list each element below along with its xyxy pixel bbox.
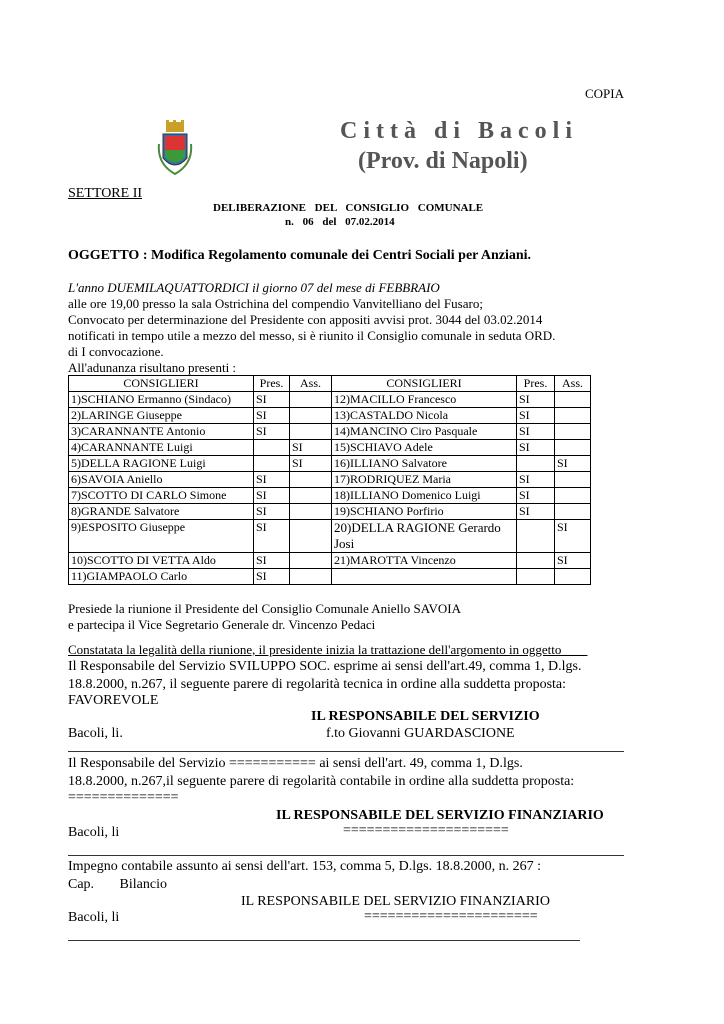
intro-line-5: di I convocazione. <box>68 344 164 359</box>
present-mark-2: SI <box>517 504 555 520</box>
absent-mark-2: SI <box>555 520 591 553</box>
councillor-name: 3)CARANNANTE Antonio <box>69 424 254 440</box>
councillor-name-2 <box>332 569 517 585</box>
absent-mark <box>290 569 332 585</box>
presiding-line-1: Presiede la riunione il Presidente del Consiglio Comunale Aniello SAVOIA <box>68 601 461 616</box>
present-mark: SI <box>254 424 290 440</box>
absent-mark <box>290 488 332 504</box>
present-mark-2: SI <box>517 472 555 488</box>
councillor-name: 7)SCOTTO DI CARLO Simone <box>69 488 254 504</box>
accounting-signature: ===================== <box>343 823 509 838</box>
councillor-name: 1)SCHIANO Ermanno (Sindaco) <box>69 392 254 408</box>
present-mark-2: SI <box>517 440 555 456</box>
councillor-name: 10)SCOTTO DI VETTA Aldo <box>69 553 254 569</box>
councillor-name-2: 20)DELLA RAGIONE Gerardo Josi <box>332 520 517 553</box>
table-row <box>69 456 591 472</box>
councillor-name-2: 13)CASTALDO Nicola <box>332 408 517 424</box>
commitment-place-date: Bacoli, li <box>68 910 120 925</box>
absent-mark-2 <box>555 392 591 408</box>
legality-statement: Constatata la legalità della riunione, il presidente inizia la trattazione dell'argomento in oggetto____ <box>68 642 588 657</box>
accounting-place-date: Bacoli, li <box>68 825 120 840</box>
councillors-table <box>68 375 591 585</box>
present-mark: SI <box>254 569 290 585</box>
table-row <box>69 520 591 553</box>
col-header-councillors: CONSIGLIERI <box>69 376 254 392</box>
table-row <box>69 472 591 488</box>
commitment-line-2: Cap. Bilancio <box>68 877 167 892</box>
table-header-row <box>69 376 591 392</box>
city-crest-logo <box>157 120 193 176</box>
absent-mark <box>290 472 332 488</box>
presiding-line-2: e partecipa il Vice Segretario Generale dr. Vincenzo Pedaci <box>68 617 376 632</box>
col-header-present-2: Pres. <box>517 376 555 392</box>
department-label: SETTORE II <box>68 186 143 201</box>
councillor-name-2: 16)ILLIANO Salvatore <box>332 456 517 472</box>
accounting-opinion-line-2: 18.8.2000, n.267,il seguente parere di regolarità contabile in ordine alla suddetta proposta: <box>68 774 575 789</box>
present-mark: SI <box>254 488 290 504</box>
absent-mark <box>290 424 332 440</box>
separator-line-1 <box>68 751 624 752</box>
separator-line-2 <box>68 855 624 856</box>
councillor-name: 11)GIAMPAOLO Carlo <box>69 569 254 585</box>
present-mark: SI <box>254 553 290 569</box>
table-row <box>69 392 591 408</box>
councillor-name-2: 21)MAROTTA Vincenzo <box>332 553 517 569</box>
commitment-line-1: Impegno contabile assunto ai sensi dell'art. 153, comma 5, D.lgs. 18.8.2000, n. 267 : <box>68 859 542 874</box>
present-mark-2 <box>517 520 555 553</box>
accounting-opinion-line-1: Il Responsabile del Servizio =========== ai sensi dell'art. 49, comma 1, D.lgs. <box>68 756 523 771</box>
col-header-absent: Ass. <box>290 376 332 392</box>
separator-line-3 <box>68 940 580 941</box>
intro-line-6: All'adunanza risultano presenti : <box>68 360 237 375</box>
absent-mark-2 <box>555 440 591 456</box>
col-header-present: Pres. <box>254 376 290 392</box>
absent-mark-2 <box>555 569 591 585</box>
commitment-signature: ====================== <box>364 909 538 924</box>
present-mark: SI <box>254 520 290 553</box>
councillor-name: 2)LARINGE Giuseppe <box>69 408 254 424</box>
present-mark-2: SI <box>517 488 555 504</box>
absent-mark-2 <box>555 488 591 504</box>
table-row <box>69 504 591 520</box>
absent-mark-2: SI <box>555 456 591 472</box>
technical-opinion-result: FAVOREVOLE <box>68 693 159 708</box>
absent-mark-2 <box>555 472 591 488</box>
table-row <box>69 424 591 440</box>
technical-opinion-line-2: 18.8.2000, n.267, il seguente parere di regolarità tecnica in ordine alla suddetta proposta: <box>68 677 567 692</box>
province-name: (Prov. di Napoli) <box>358 148 528 174</box>
absent-mark <box>290 408 332 424</box>
councillor-name-2: 19)SCHIANO Porfirio <box>332 504 517 520</box>
intro-line-4: notificati in tempo utile a mezzo del messo, si è riunito il Consiglio comunale in seduta ORD. <box>68 328 556 343</box>
table-row <box>69 569 591 585</box>
present-mark: SI <box>254 504 290 520</box>
councillor-name: 5)DELLA RAGIONE Luigi <box>69 456 254 472</box>
councillor-name-2: 12)MACILLO Francesco <box>332 392 517 408</box>
councillor-name-2: 15)SCHIAVO Adele <box>332 440 517 456</box>
present-mark-2: SI <box>517 408 555 424</box>
present-mark-2: SI <box>517 392 555 408</box>
present-mark: SI <box>254 392 290 408</box>
absent-mark <box>290 553 332 569</box>
present-mark: SI <box>254 472 290 488</box>
absent-mark-2 <box>555 504 591 520</box>
present-mark: SI <box>254 408 290 424</box>
councillor-name: 4)CARANNANTE Luigi <box>69 440 254 456</box>
councillor-name: 6)SAVOIA Aniello <box>69 472 254 488</box>
accounting-responsible-title: IL RESPONSABILE DEL SERVIZIO FINANZIARIO <box>276 808 604 823</box>
present-mark <box>254 440 290 456</box>
commitment-responsible-title: IL RESPONSABILE DEL SERVIZIO FINANZIARIO <box>241 894 550 909</box>
table-row <box>69 488 591 504</box>
absent-mark-2: SI <box>555 553 591 569</box>
absent-mark: SI <box>290 456 332 472</box>
city-name: Città di Bacoli <box>340 118 578 144</box>
intro-line-2: alle ore 19,00 presso la sala Ostrichina del compendio Vanvitelliano del Fusaro; <box>68 296 483 311</box>
col-header-absent-2: Ass. <box>555 376 591 392</box>
councillor-name-2: 18)ILLIANO Domenico Luigi <box>332 488 517 504</box>
councillor-name: 9)ESPOSITO Giuseppe <box>69 520 254 553</box>
councillor-name-2: 17)RODRIQUEZ Maria <box>332 472 517 488</box>
technical-signature: f.to Giovanni GUARDASCIONE <box>326 726 515 741</box>
copy-label: COPIA <box>585 86 625 101</box>
subject-line: OGGETTO : Modifica Regolamento comunale dei Centri Sociali per Anziani. <box>68 248 532 263</box>
deliberation-title: DELIBERAZIONE DEL CONSIGLIO COMUNALE <box>213 202 484 214</box>
deliberation-number: n. 06 del 07.02.2014 <box>285 216 395 228</box>
accounting-opinion-result: ============== <box>68 790 179 805</box>
intro-line-3: Convocato per determinazione del Presidente con appositi avvisi prot. 3044 del 03.02.2014 <box>68 312 543 327</box>
absent-mark <box>290 520 332 553</box>
absent-mark: SI <box>290 440 332 456</box>
absent-mark <box>290 392 332 408</box>
present-mark-2 <box>517 456 555 472</box>
technical-place-date: Bacoli, li. <box>68 726 123 741</box>
present-mark <box>254 456 290 472</box>
present-mark-2 <box>517 553 555 569</box>
technical-opinion-line-1: Il Responsabile del Servizio SVILUPPO SOC. esprime ai sensi dell'art.49, comma 1, D.lgs. <box>68 659 582 674</box>
table-row <box>69 440 591 456</box>
table-row <box>69 553 591 569</box>
councillor-name: 8)GRANDE Salvatore <box>69 504 254 520</box>
intro-line-1: L'anno DUEMILAQUATTORDICI il giorno 07 del mese di FEBBRAIO <box>68 280 440 295</box>
table-row <box>69 408 591 424</box>
col-header-councillors-2: CONSIGLIERI <box>332 376 517 392</box>
absent-mark-2 <box>555 424 591 440</box>
technical-responsible-title: IL RESPONSABILE DEL SERVIZIO <box>311 709 540 724</box>
councillor-name-2: 14)MANCINO Ciro Pasquale <box>332 424 517 440</box>
present-mark-2 <box>517 569 555 585</box>
present-mark-2: SI <box>517 424 555 440</box>
absent-mark <box>290 504 332 520</box>
absent-mark-2 <box>555 408 591 424</box>
